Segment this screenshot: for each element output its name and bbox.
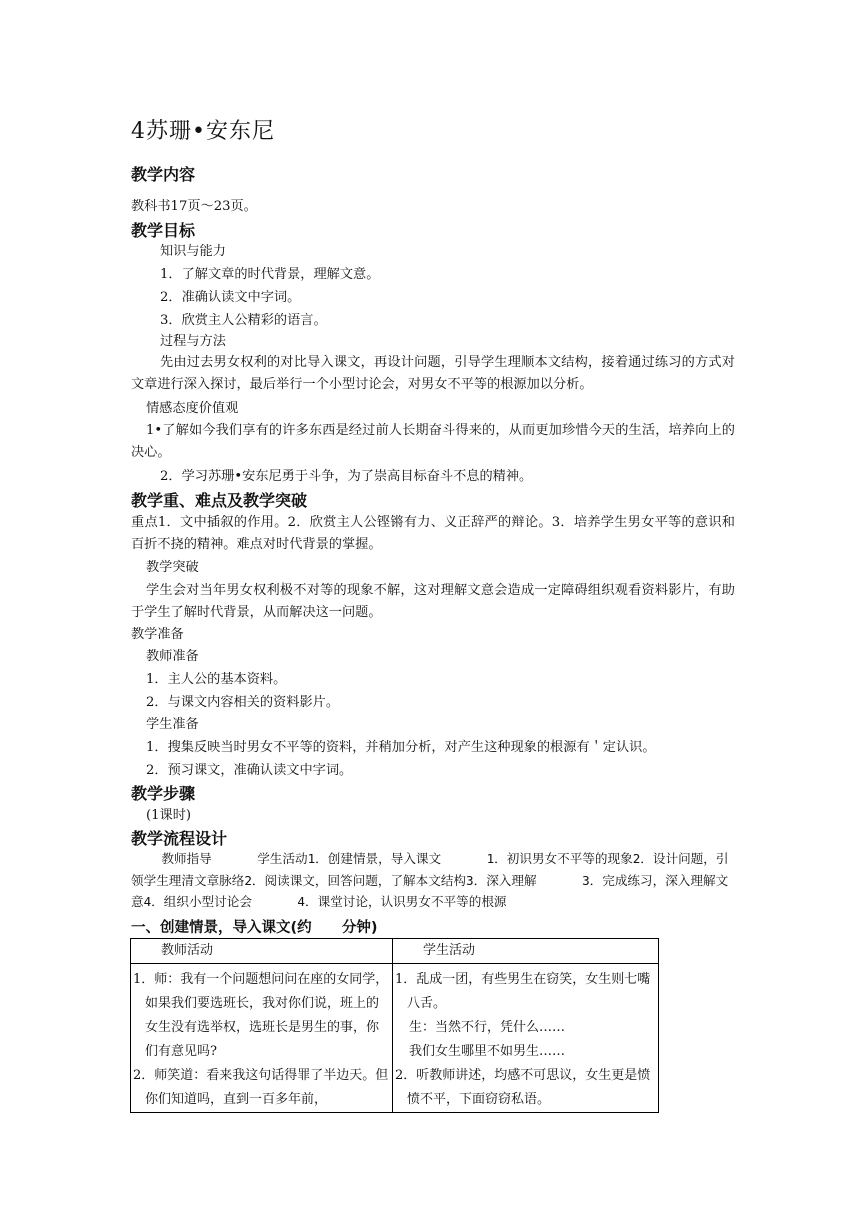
emotion-item: 1•了解如今我们享有的许多东西是经过前人长期奋斗得来的，从而更加珍惜今天的生活，培养向上的决心。	[131, 423, 735, 460]
student-prep-label: 学生准备	[146, 717, 199, 732]
knowledge-item: 1．了解文章的时代背景，理解文意。	[160, 267, 380, 282]
section1-heading: 一、创建情景，导入课文(约 分钟)	[131, 920, 378, 936]
prep-label: 教学准备	[131, 627, 184, 642]
emotion-label: 情感态度价值观	[146, 401, 239, 416]
content-text: 教科书17页～23页。	[131, 199, 257, 214]
breakthrough-label: 教学突破	[146, 560, 199, 575]
table-header-row	[131, 939, 659, 964]
teacher-activity-item: 1．师：我有一个问题想问问在座的女同学，如果我们要选班长，我对你们说，班上的女生没有选举权，选班长是男生的事，你们有意见吗?	[133, 972, 389, 1059]
goals-heading: 教学目标	[131, 221, 196, 240]
teacher-prep-item: 1．主人公的基本资料。	[146, 672, 287, 687]
table-header-teacher: 教师活动	[131, 939, 393, 964]
class-periods: (1课时)	[146, 808, 192, 823]
knowledge-item: 3．欣赏主人公精彩的语言。	[160, 313, 327, 328]
table-header-student: 学生活动	[393, 939, 659, 964]
document-title: 4苏珊•安东尼	[131, 119, 275, 144]
knowledge-label: 知识与能力	[160, 244, 226, 259]
flow-heading: 教学流程设计	[131, 829, 228, 848]
emotion-item: 2．学习苏珊•安东尼勇于斗争，为了崇高目标奋斗不息的精神。	[160, 469, 533, 484]
teacher-prep-label: 教师准备	[146, 649, 199, 664]
activity-table	[130, 938, 659, 1113]
student-activity-cell	[393, 964, 659, 1113]
student-prep-item: 2．预习课文，准确认读文中字词。	[146, 763, 353, 778]
teacher-activity-cell	[131, 964, 393, 1113]
teacher-prep-item: 2．与课文内容相关的资料影片。	[146, 695, 340, 710]
knowledge-item: 2．准确认读文中字词。	[160, 290, 301, 305]
steps-heading: 教学步骤	[131, 784, 196, 803]
key-points-text: 重点1．文中插叙的作用。2．欣赏主人公铿锵有力、义正辞严的辩论。3．培养学生男女平等的意识和百折不挠的精神。难点对时代背景的掌握。	[131, 515, 735, 552]
table-row	[131, 964, 659, 1113]
student-activity-item: 1．乱成一团，有些男生在窃笑，女生则七嘴八舌。	[395, 972, 651, 1011]
key-points-heading: 教学重、难点及教学突破	[131, 491, 308, 510]
breakthrough-text: 学生会对当年男女权利极不对等的现象不解，这对理解文意会造成一定障碍组织观看资料影片，有助于学生了解时代背景，从而解决这一问题。	[131, 583, 735, 620]
student-activity-line: 生：当然不行，凭什么……	[409, 1020, 566, 1035]
teacher-activity-item: 2．师笑道：看来我这句话得罪了半边天。但你们知道吗，直到一百多年前，	[133, 1068, 389, 1107]
flow-text: 教师指导 学生活动1．创建情景，导入课文 1．初识男女不平等的现象2．设计问题，引领学生理清文章脉络2．阅读课文，回答问题，了解本文结构3．深入理解 3．完成练习，深入理解文意4．组织小型讨论会 4．课堂讨论，认识男女不平等的根源	[131, 851, 729, 909]
student-prep-item: 1．搜集反映当时男女不平等的资料，并稍加分析，对产生这种现象的根源有＇定认识。	[146, 740, 656, 755]
student-activity-line: 我们女生哪里不如男生……	[409, 1044, 566, 1059]
content-heading: 教学内容	[131, 165, 196, 184]
process-label: 过程与方法	[160, 334, 226, 349]
process-text: 先由过去男女权利的对比导入课文，再设计问题，引导学生理顺本文结构，接着通过练习的方式对文章进行深入探讨，最后举行一个小型讨论会，对男女不平等的根源加以分析。	[131, 355, 735, 392]
student-activity-item: 2．听教师讲述，均感不可思议，女生更是愤愤不平，下面窃窃私语。	[395, 1068, 651, 1107]
